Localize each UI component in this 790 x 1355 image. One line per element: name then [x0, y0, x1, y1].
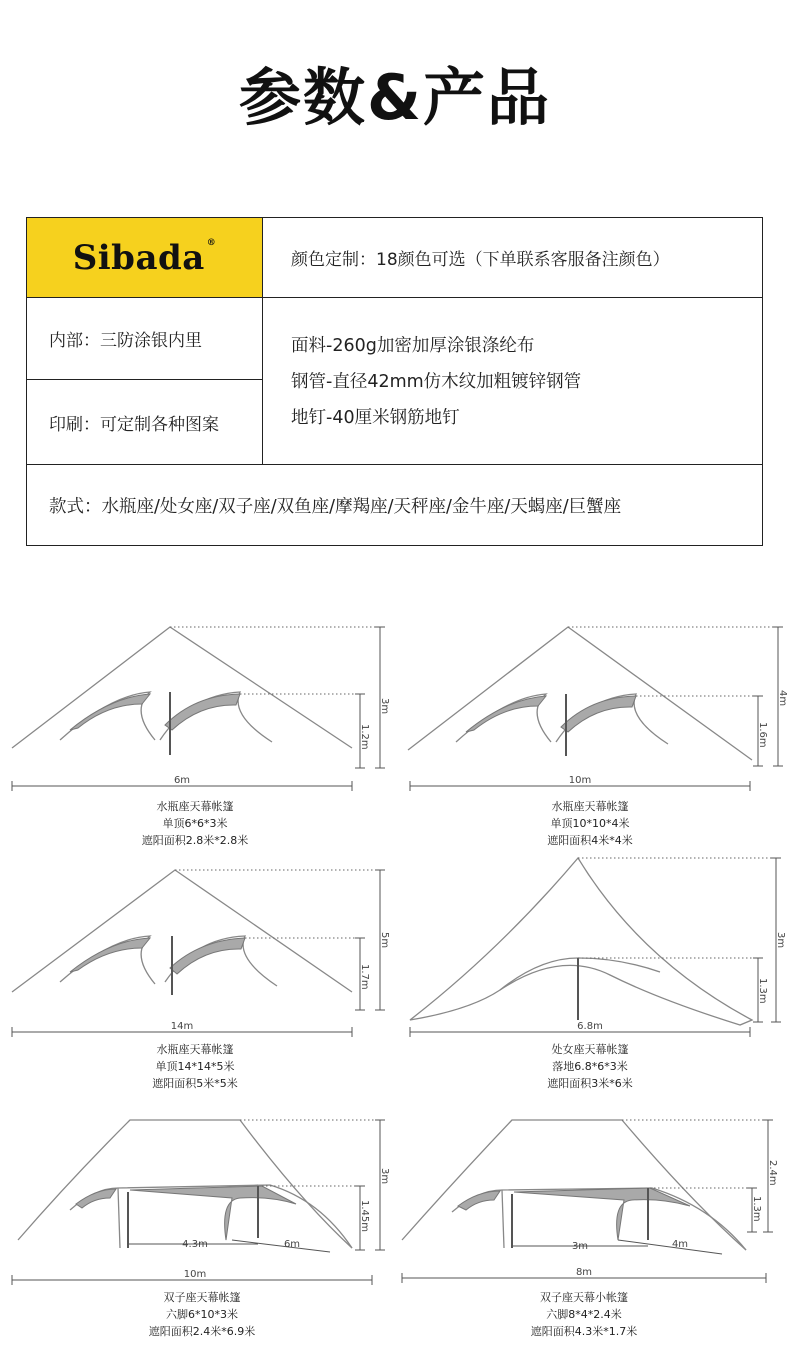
tent-diagram-4	[410, 858, 786, 1090]
tent-diagram-1	[12, 627, 390, 847]
tent-name-4: 处女座天幕帐篷	[551, 1043, 629, 1056]
tent-diagram-3	[12, 870, 390, 1090]
styles-cell: 款式：水瓶座/处女座/双子座/双鱼座/摩羯座/天秤座/金牛座/天蝎座/巨蟹座	[49, 496, 622, 517]
inner-lining-cell: 内部：三防涂银内里	[27, 298, 263, 380]
tent-shade-2: 遮阳面积4米*4米	[547, 834, 633, 847]
height-label-4: 3m	[775, 932, 786, 949]
brand-logo-cell	[27, 218, 263, 298]
width-label-3: 14m	[170, 1021, 194, 1032]
tent-shade-4: 遮阳面积3米*6米	[547, 1077, 633, 1090]
inner-height-label-4: 1.3m	[757, 978, 768, 1004]
height-label-2: 4m	[777, 690, 788, 707]
materials-cell	[263, 298, 762, 465]
color-custom-cell: 颜色定制：18颜色可选（下单联系客服备注颜色）	[263, 218, 762, 298]
tent-name-1: 水瓶座天幕帐篷	[156, 800, 234, 813]
brand-logo: Sibada ®	[72, 237, 217, 278]
inner-height-label-6: 1.3m	[751, 1196, 762, 1222]
tent-spec-6: 六脚8*4*2.4米	[546, 1308, 622, 1321]
depth-label-6: 4m	[671, 1239, 689, 1250]
width-label-4: 6.8m	[577, 1021, 603, 1032]
page-title: 参数&产品	[238, 61, 552, 134]
inner-height-label-3: 1.7m	[359, 964, 370, 990]
inner-height-label-5: 1.45m	[359, 1200, 370, 1233]
width-label-5: 10m	[183, 1269, 207, 1280]
tent-diagram-2	[408, 627, 788, 847]
height-label-5: 3m	[379, 1168, 390, 1185]
tent-name-2: 水瓶座天幕帐篷	[551, 800, 629, 813]
material-pole: 钢管-直径42mm仿木纹加粗镀锌钢管	[291, 372, 582, 392]
tent-shade-6: 遮阳面积4.3米*1.7米	[530, 1325, 638, 1338]
tent-name-3: 水瓶座天幕帐篷	[156, 1043, 234, 1056]
printing-cell: 印刷：可定制各种图案	[27, 380, 263, 465]
inner-width-label-6: 3m	[571, 1241, 589, 1252]
tent-spec-3: 单顶14*14*5米	[155, 1060, 235, 1073]
tent-diagrams	[0, 600, 790, 1355]
inner-height-label-1: 1.2m	[359, 724, 370, 750]
tent-spec-2: 单顶10*10*4米	[550, 817, 630, 830]
height-label-3: 5m	[379, 932, 390, 949]
tent-spec-5: 六脚6*10*3米	[166, 1308, 238, 1321]
material-stake: 地钉-40厘米钢筋地钉	[291, 408, 460, 428]
width-label-2: 10m	[568, 775, 592, 786]
material-fabric: 面料-260g加密加厚涂银涤纶布	[291, 336, 535, 356]
tent-name-5: 双子座天幕帐篷	[163, 1291, 241, 1304]
depth-label-5: 6m	[283, 1239, 301, 1250]
tent-spec-4: 落地6.8*6*3米	[552, 1060, 628, 1073]
tent-diagrams-svg	[0, 600, 790, 1355]
tent-diagram-5	[12, 1120, 390, 1338]
inner-height-label-2: 1.6m	[757, 722, 768, 748]
width-label-6: 8m	[575, 1267, 593, 1278]
height-label-1: 3m	[379, 698, 390, 715]
spec-table	[26, 217, 763, 546]
inner-width-label-5: 4.3m	[182, 1239, 208, 1250]
tent-shade-1: 遮阳面积2.8米*2.8米	[141, 834, 249, 847]
tent-shade-3: 遮阳面积5米*5米	[152, 1077, 238, 1090]
height-label-6: 2.4m	[767, 1160, 778, 1186]
tent-shade-5: 遮阳面积2.4米*6.9米	[148, 1325, 256, 1338]
width-label-1: 6m	[173, 775, 191, 786]
tent-spec-1: 单顶6*6*3米	[162, 817, 228, 830]
tent-diagram-6	[402, 1120, 778, 1338]
tent-name-6: 双子座天幕小帐篷	[540, 1291, 628, 1304]
